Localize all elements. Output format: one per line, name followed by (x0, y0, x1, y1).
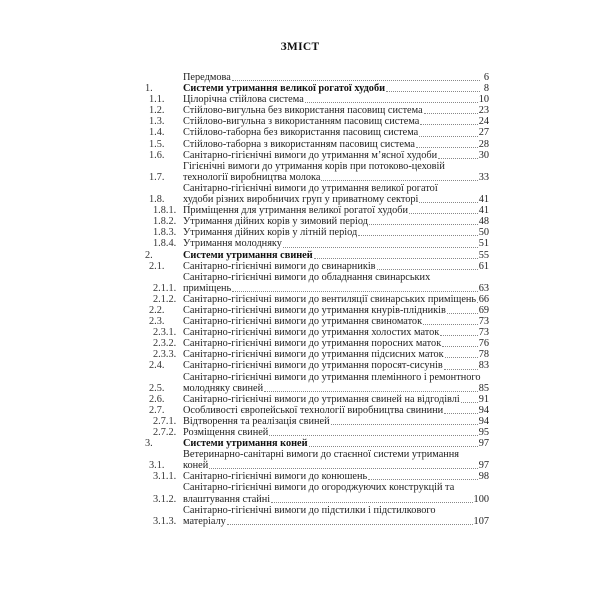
toc-entry-page: 94 (478, 404, 489, 416)
toc-entry-page: 28 (478, 138, 489, 150)
toc-entry-title: Стійлово-вигульна з використанням пасовищ система (183, 116, 420, 128)
toc-entry-title: Системи утримання коней (183, 438, 308, 450)
toc-entry-title: Системи утримання великої рогатої худоби (183, 83, 386, 95)
toc-entry-number: 2.1.2. (153, 293, 177, 305)
toc-entry (145, 294, 489, 305)
toc-entry-number: 2.3.3. (153, 349, 177, 361)
dot-leader (209, 467, 477, 469)
toc-entry (145, 127, 489, 138)
toc-entry (145, 150, 489, 161)
toc-entry (145, 261, 489, 272)
toc-entry (145, 216, 489, 227)
toc-entry-title: Санітарно-гігієнічні вимоги до свинарників (183, 260, 376, 272)
toc-entry-page: 63 (478, 282, 489, 294)
toc-entry-number: 1. (145, 83, 153, 95)
toc-entry (145, 327, 489, 338)
toc-entry-title: Утримання молодняку (183, 238, 282, 250)
toc-entry-number: 3.1.1. (153, 471, 177, 483)
toc-entry-page: 97 (478, 460, 489, 472)
toc-entry (145, 471, 489, 482)
toc-entry (145, 482, 489, 504)
toc-entry-page: 66 (478, 293, 489, 305)
dot-leader (424, 112, 478, 114)
toc-entry-title: Утримання дійних корів у літній період (183, 227, 358, 239)
toc-entry-page: 73 (478, 316, 489, 328)
dot-leader (232, 79, 480, 81)
dot-leader (444, 412, 478, 414)
toc-entry-number: 2.4. (149, 360, 165, 372)
dot-leader (444, 368, 478, 370)
toc-entry-title: молодняку свиней (183, 382, 264, 394)
dot-leader (377, 268, 478, 270)
toc-entry-title: Санітарно-гігієнічні вимоги до утримання м’ясної худоби (183, 149, 438, 161)
dot-leader (309, 445, 478, 447)
toc-entry (145, 305, 489, 316)
toc-entry (145, 238, 489, 249)
toc-entry-title: Санітарно-гігієнічні вимоги до огороджуючих конструкцій та (183, 482, 455, 494)
toc-entry (145, 83, 489, 94)
dot-leader (264, 390, 478, 392)
dot-leader (419, 135, 477, 137)
toc-entry-title: Санітарно-гігієнічні вимоги до вентиляції свинарських приміщень (183, 293, 477, 305)
toc-entry (145, 116, 489, 127)
toc-entry-page: 97 (478, 438, 489, 450)
toc-entry-title: технології виробництва молока (183, 171, 321, 183)
toc-entry-title: Санітарно-гігієнічні вимоги до утримання поросят-сисунів (183, 360, 443, 372)
toc-entry (145, 349, 489, 360)
toc-entry (145, 405, 489, 416)
toc-entry-number: 2.7.2. (153, 427, 177, 438)
toc-entry (145, 427, 489, 438)
toc-entry-title: Стійлово-вигульна без використання пасовищ система (183, 105, 423, 117)
toc-entry-page: 55 (478, 249, 489, 261)
dot-leader (445, 356, 478, 358)
toc-entry-number: 2.7.1. (153, 415, 177, 427)
toc-entry-title: Утримання дійних корів у зимовий період (183, 216, 368, 228)
toc-entry (145, 250, 489, 261)
toc-entry-number: 1.8.2. (153, 216, 177, 228)
toc-entry (145, 438, 489, 449)
dot-leader (271, 501, 472, 503)
toc-entry-page: 24 (478, 116, 489, 128)
toc-entry-number: 2.3.2. (153, 338, 177, 350)
toc-entry-page: 83 (478, 360, 489, 372)
dot-leader (321, 179, 477, 181)
toc-entry-title: Санітарно-гігієнічні вимоги до утримання підсисних маток (183, 349, 444, 361)
toc-entry-title: Санітарно-гігієнічні вимоги до утримання кнурів-плідників (183, 304, 446, 316)
dot-leader (447, 312, 478, 314)
toc-entry (145, 372, 489, 394)
toc-entry-title: Приміщення для утримання великої рогатої худоби (183, 205, 409, 217)
toc-entry-title: Стійлово-таборна з використанням пасовищ система (183, 138, 415, 150)
toc-entry-title: влаштування стайні (183, 493, 271, 505)
toc-entry-title: Системи утримання свиней (183, 249, 313, 261)
table-of-contents (145, 72, 489, 527)
toc-entry-number: 3.1. (149, 460, 165, 472)
toc-entry-title: Санітарно-гігієнічні вимоги до підстилки і підстилкового (183, 504, 436, 516)
dot-leader (416, 146, 478, 148)
toc-entry-number: 1.6. (149, 149, 165, 161)
toc-entry (145, 272, 489, 294)
dot-leader (227, 523, 473, 525)
toc-entry (145, 72, 489, 83)
toc-entry (145, 338, 489, 349)
toc-entry-number: 2.3.1. (153, 327, 177, 339)
page-title: ЗМІСТ (280, 41, 320, 53)
dot-leader (419, 201, 477, 203)
toc-entry-title: Особливості європейської технології виробництва свинини (183, 404, 444, 416)
dot-leader (269, 434, 477, 436)
toc-entry-page: 23 (478, 105, 489, 117)
dot-leader (423, 323, 478, 325)
dot-leader (409, 212, 478, 214)
dot-leader (477, 301, 478, 303)
toc-entry-page: 85 (478, 382, 489, 394)
toc-entry-number: 1.8.4. (153, 238, 177, 250)
toc-entry-number: 2.5. (149, 382, 165, 394)
toc-entry-title: коней (183, 460, 209, 472)
toc-entry-page: 73 (478, 327, 489, 339)
toc-entry-page: 10 (478, 94, 489, 106)
toc-entry-title: Санітарно-гігієнічні вимоги до утримання свиней на відгодівлі (183, 393, 460, 405)
toc-entry-title: Санітарно-гігієнічні вимоги до утримання свиноматок (183, 316, 423, 328)
toc-entry-title: Ветеринарно-санітарні вимоги до стаєнної системи утримання (183, 449, 460, 461)
toc-entry-page: 69 (478, 304, 489, 316)
toc-entry-number: 1.5. (149, 138, 165, 150)
toc-entry-page: 30 (478, 149, 489, 161)
toc-entry-page: 94 (478, 415, 489, 427)
toc-entry-number: 2.2. (149, 304, 165, 316)
toc-entry-number: 1.8. (149, 194, 165, 206)
toc-entry-title: Передмова (183, 72, 231, 83)
dot-leader (442, 345, 478, 347)
toc-entry-page: 76 (478, 338, 489, 350)
toc-entry-page: 95 (478, 427, 489, 438)
toc-entry-number: 1.7. (149, 171, 165, 183)
dot-leader (368, 478, 478, 480)
toc-entry-page: 6 (483, 72, 489, 83)
toc-entry-title: Санітарно-гігієнічні вимоги до утримання холостих маток (183, 327, 440, 339)
toc-entry (145, 205, 489, 216)
toc-entry-title: Відтворення та реалізація свиней (183, 415, 330, 427)
toc-entry-title: матеріалу (183, 515, 226, 527)
dot-leader (232, 290, 477, 292)
toc-entry-title: худоби різних виробничих груп у приватному секторі (183, 194, 419, 206)
toc-entry-title: Санітарно-гігієнічні вимоги до утримання поросних маток (183, 338, 442, 350)
toc-entry (145, 360, 489, 371)
toc-entry-page: 48 (478, 216, 489, 228)
toc-entry-title: Цілорічна стійлова система (183, 94, 304, 106)
toc-entry-number: 1.2. (149, 105, 165, 117)
dot-leader (461, 401, 478, 403)
toc-entry-page: 27 (478, 127, 489, 139)
toc-entry-number: 2.1. (149, 260, 165, 272)
toc-entry-number: 3.1.2. (153, 493, 177, 505)
toc-entry-number: 1.4. (149, 127, 165, 139)
toc-entry (145, 139, 489, 150)
dot-leader (305, 101, 478, 103)
dot-leader (420, 123, 477, 125)
toc-entry-title: Гігієнічні вимоги до утримання корів при потоково-цеховій (183, 160, 445, 172)
toc-entry-number: 1.3. (149, 116, 165, 128)
dot-leader (314, 257, 478, 259)
toc-entry (145, 183, 489, 205)
toc-entry-title: Санітарно-гігієнічні вимоги до утримання великої рогатої (183, 182, 438, 194)
toc-entry (145, 505, 489, 527)
toc-entry-page: 61 (478, 260, 489, 272)
toc-entry-page: 41 (478, 205, 489, 217)
dot-leader (438, 157, 478, 159)
toc-entry-page: 33 (478, 171, 489, 183)
toc-entry-number: 1.1. (149, 94, 165, 106)
toc-entry-number: 3.1.3. (153, 515, 177, 527)
toc-entry-number: 1.8.1. (153, 205, 177, 217)
toc-entry (145, 227, 489, 238)
toc-entry (145, 394, 489, 405)
toc-entry-title: приміщень (183, 282, 232, 294)
toc-entry (145, 161, 489, 183)
dot-leader (283, 246, 478, 248)
toc-entry-page: 51 (478, 238, 489, 250)
toc-entry (145, 105, 489, 116)
toc-entry-page: 41 (478, 194, 489, 206)
toc-entry-number: 2.6. (149, 393, 165, 405)
dot-leader (369, 223, 478, 225)
toc-entry-page: 100 (473, 493, 489, 505)
toc-entry-number: 3. (145, 438, 153, 450)
toc-entry-page: 98 (478, 471, 489, 483)
toc-entry-number: 1.8.3. (153, 227, 177, 239)
dot-leader (331, 423, 478, 425)
toc-entry-title: Санітарно-гігієнічні вимоги до обладнання свинарських (183, 271, 431, 283)
toc-entry-number: 2.1.1. (153, 282, 177, 294)
toc-entry-number: 2. (145, 249, 153, 261)
dot-leader (358, 234, 477, 236)
toc-entry (145, 94, 489, 105)
toc-entry-page: 78 (478, 349, 489, 361)
toc-entry-title: Стійлово-таборна без використання пасовищ система (183, 127, 419, 139)
toc-entry-title: Санітарно-гігієнічні вимоги до утримання племінного і ремонтного (183, 371, 481, 383)
toc-entry-page: 50 (478, 227, 489, 239)
dot-leader (386, 90, 480, 92)
toc-entry (145, 316, 489, 327)
dot-leader (440, 334, 477, 336)
toc-entry (145, 449, 489, 471)
toc-entry-page: 8 (483, 83, 489, 95)
toc-entry-number: 2.3. (149, 316, 165, 328)
toc-entry (145, 416, 489, 427)
toc-entry-number: 2.7. (149, 404, 165, 416)
toc-entry-title: Розміщення свиней (183, 427, 269, 438)
toc-entry-title: Санітарно-гігієнічні вимоги до конюшень (183, 471, 368, 483)
toc-entry-page: 91 (478, 393, 489, 405)
toc-entry-page: 107 (473, 515, 489, 527)
